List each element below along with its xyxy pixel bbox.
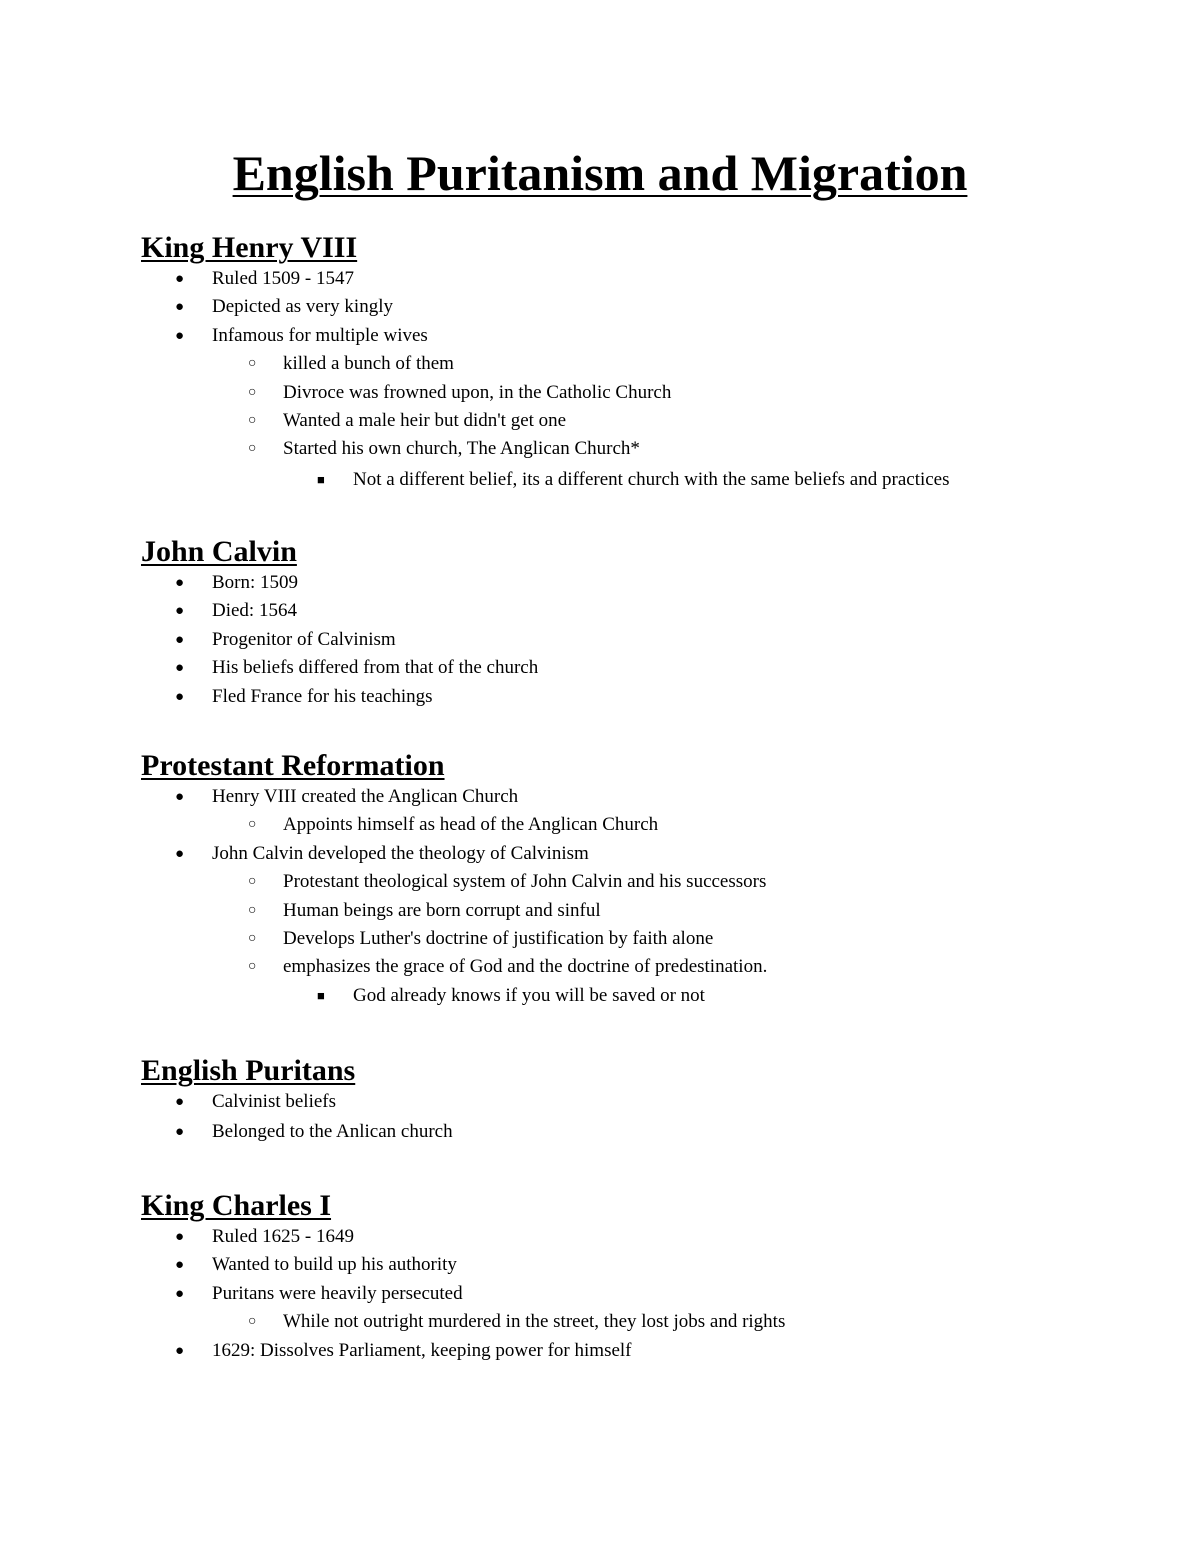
list-item xyxy=(141,683,1141,711)
bullet-square-icon: ■ xyxy=(317,471,325,487)
list-item xyxy=(141,982,1141,1010)
list-item xyxy=(141,626,1141,654)
bullet-circle-icon: ○ xyxy=(248,874,257,890)
section-john-calvin xyxy=(141,535,1141,711)
bullet-circle-icon: ○ xyxy=(248,817,257,833)
list-item-text: Human beings are born corrupt and sinful xyxy=(283,899,601,921)
bullet-disc-icon: ● xyxy=(175,1124,185,1141)
list-item xyxy=(141,1118,1141,1146)
list-item-text: Protestant theological system of John Calvin and his successors xyxy=(283,871,767,893)
list-item-text: Calvinist beliefs xyxy=(212,1091,337,1112)
list-item-text: Develops Luther's doctrine of justification by faith alone xyxy=(283,927,714,949)
bullet-circle-icon: ○ xyxy=(248,356,257,372)
list-item xyxy=(141,811,1141,839)
list-item xyxy=(141,868,1141,896)
list-item-text: Ruled 1509 - 1547 xyxy=(212,268,354,289)
list-item-text: Infamous for multiple wives xyxy=(212,324,428,346)
bullet-disc-icon: ● xyxy=(175,1229,185,1245)
list-item-text: 1629: Dissolves Parliament, keeping power for himself xyxy=(212,1339,632,1361)
bullet-disc-icon: ● xyxy=(175,789,185,805)
list-item-text: Fled France for his teachings xyxy=(212,685,433,707)
bullet-disc-icon: ● xyxy=(175,631,185,648)
list-item xyxy=(141,435,1141,463)
bullet-circle-icon: ○ xyxy=(248,412,257,428)
list-item-text: His beliefs differed from that of the church xyxy=(212,657,539,679)
bullet-circle-icon: ○ xyxy=(248,441,257,457)
section-king-charles-i xyxy=(141,1189,1141,1365)
section-king-henry-viii xyxy=(141,231,1141,494)
bullet-disc-icon: ● xyxy=(175,271,185,287)
bullet-square-icon: ■ xyxy=(317,987,325,1003)
bullet-disc-icon: ● xyxy=(175,1257,185,1274)
list-item-text: John Calvin developed the theology of Calvinism xyxy=(212,842,589,864)
list-item xyxy=(141,783,1141,811)
list-item-text: Wanted a male heir but didn't get one xyxy=(283,409,567,431)
list-item xyxy=(141,322,1141,350)
list-item-text: Started his own church, The Anglican Church* xyxy=(283,438,640,460)
bullet-list xyxy=(141,265,1141,494)
bullet-list xyxy=(141,783,1141,1010)
bullet-disc-icon: ● xyxy=(175,1342,185,1359)
bullet-circle-icon: ○ xyxy=(248,1314,257,1330)
bullet-list xyxy=(141,1088,1141,1147)
list-item-text: Belonged to the Anlican church xyxy=(212,1121,453,1143)
list-item xyxy=(141,925,1141,953)
list-item xyxy=(141,1223,1141,1251)
bullet-list xyxy=(141,569,1141,711)
bullet-disc-icon: ● xyxy=(175,688,185,705)
list-item-text: Appoints himself as head of the Anglican Church xyxy=(283,814,659,836)
bullet-circle-icon: ○ xyxy=(248,959,257,975)
list-item-text: While not outright murdered in the street, they lost jobs and rights xyxy=(283,1311,786,1333)
list-item-text: killed a bunch of them xyxy=(283,353,454,375)
list-item-text: Born: 1509 xyxy=(212,572,299,593)
bullet-disc-icon: ● xyxy=(175,299,185,316)
section-heading: John Calvin xyxy=(141,535,297,568)
section-heading: Protestant Reformation xyxy=(141,749,445,782)
list-item-text: Died: 1564 xyxy=(212,600,297,622)
bullet-circle-icon: ○ xyxy=(248,384,257,400)
list-item xyxy=(141,1088,1141,1116)
list-item-text: Progenitor of Calvinism xyxy=(212,628,396,650)
list-item xyxy=(141,1308,1141,1336)
list-item xyxy=(141,350,1141,378)
list-item xyxy=(141,379,1141,407)
bullet-circle-icon: ○ xyxy=(248,930,257,946)
list-item-text: Not a different belief, its a different church with the same beliefs and practices xyxy=(353,468,950,490)
section-heading: King Charles I xyxy=(141,1189,332,1222)
list-item xyxy=(141,265,1141,293)
list-item xyxy=(141,654,1141,682)
list-item-text: Ruled 1625 - 1649 xyxy=(212,1226,354,1247)
section-english-puritans xyxy=(141,1054,1141,1147)
list-item xyxy=(141,569,1141,597)
list-item-text: Puritans were heavily persecuted xyxy=(212,1282,463,1304)
list-item-text: God already knows if you will be saved or not xyxy=(353,984,705,1006)
bullet-circle-icon: ○ xyxy=(248,902,257,918)
section-heading: King Henry VIII xyxy=(141,231,358,264)
bullet-disc-icon: ● xyxy=(175,1094,185,1110)
list-item xyxy=(141,953,1141,981)
list-item xyxy=(141,1280,1141,1308)
list-item xyxy=(141,407,1141,435)
list-item xyxy=(141,1337,1141,1365)
bullet-disc-icon: ● xyxy=(175,660,185,677)
list-item xyxy=(141,840,1141,868)
bullet-disc-icon: ● xyxy=(175,327,185,344)
bullet-list xyxy=(141,1223,1141,1365)
list-item xyxy=(141,597,1141,625)
list-item-text: Depicted as very kingly xyxy=(212,296,393,318)
list-item xyxy=(141,1251,1141,1279)
bullet-disc-icon: ● xyxy=(175,1285,185,1302)
section-heading: English Puritans xyxy=(141,1054,356,1087)
bullet-disc-icon: ● xyxy=(175,575,185,591)
bullet-disc-icon: ● xyxy=(175,603,185,620)
list-item-text: emphasizes the grace of God and the doctrine of predestination. xyxy=(283,956,768,978)
list-item-text: Wanted to build up his authority xyxy=(212,1254,457,1276)
section-protestant-reformation xyxy=(141,749,1141,1010)
list-item-text: Divroce was frowned upon, in the Catholic Church xyxy=(283,381,672,403)
list-item-text: Henry VIII created the Anglican Church xyxy=(212,786,519,807)
list-item xyxy=(141,293,1141,321)
bullet-disc-icon: ● xyxy=(175,845,185,862)
list-item xyxy=(141,466,1141,494)
document-title: English Puritanism and Migration xyxy=(232,145,968,201)
list-item xyxy=(141,897,1141,925)
